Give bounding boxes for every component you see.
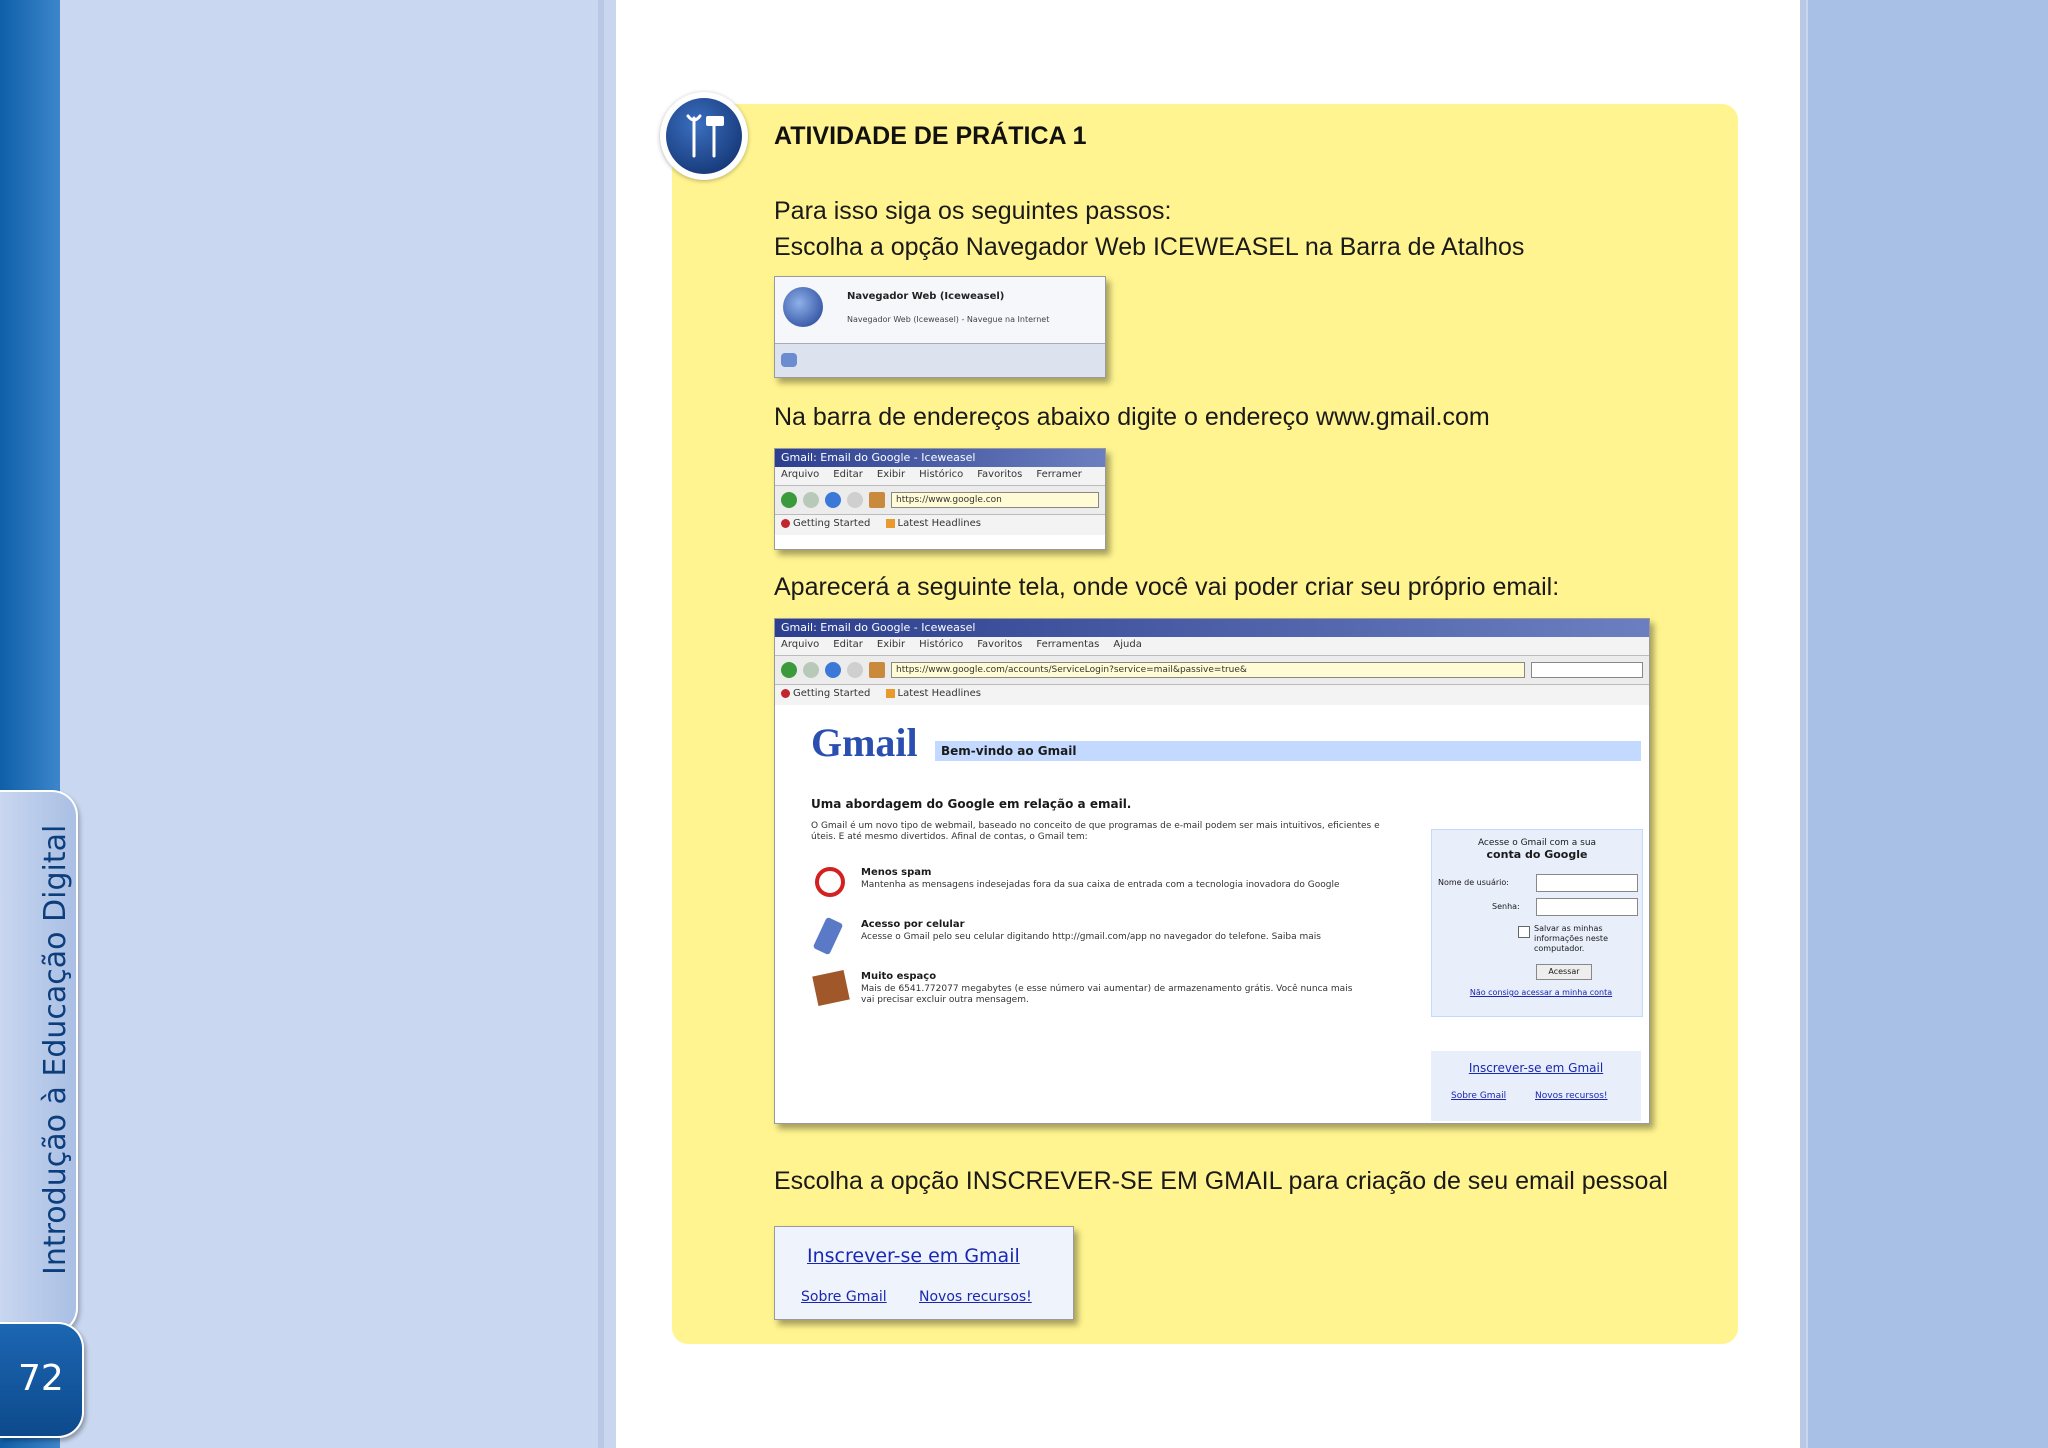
login-submit-button[interactable]: Acessar bbox=[1536, 964, 1592, 980]
gmail-menu-ferramentas: Ferramentas bbox=[1036, 639, 1100, 650]
step-4-text: Escolha a opção INSCREVER-SE EM GMAIL para criação de seu email pessoal bbox=[774, 1167, 1668, 1195]
bookmarks-bar bbox=[775, 515, 1105, 535]
gmail-back-icon bbox=[781, 662, 797, 678]
gmail-window-title: Gmail: Email do Google - Iceweasel bbox=[775, 619, 1649, 637]
signup-link-small[interactable]: Inscrever-se em Gmail bbox=[1468, 1061, 1604, 1075]
nav-bar bbox=[775, 486, 1105, 515]
login-head: Acesse o Gmail com a sua bbox=[1477, 838, 1597, 848]
about-gmail-link[interactable]: Sobre Gmail bbox=[801, 1289, 887, 1305]
gmail-menu-favoritos: Favoritos bbox=[977, 639, 1023, 650]
gmail-heading: Uma abordagem do Google em relação a email. bbox=[811, 797, 1132, 811]
menu-historico: Histórico bbox=[919, 469, 964, 480]
step-3-text: Aparecerá a seguinte tela, onde você vai poder criar seu próprio email: bbox=[774, 573, 1560, 601]
storage-box-icon bbox=[812, 970, 850, 1006]
step-intro: Para isso siga os seguintes passos: bbox=[774, 197, 1172, 225]
password-input[interactable] bbox=[1536, 898, 1638, 916]
about-gmail-link-small[interactable]: Sobre Gmail bbox=[1451, 1091, 1507, 1101]
launcher-screenshot bbox=[774, 276, 1106, 378]
login-box bbox=[1431, 829, 1643, 1017]
feature-2-title: Acesso por celular bbox=[861, 919, 965, 930]
gmail-menu-ajuda: Ajuda bbox=[1113, 639, 1142, 650]
gmail-bookmark-latest-headlines: Latest Headlines bbox=[897, 688, 982, 699]
gmail-reload-icon bbox=[825, 662, 841, 678]
gmail-forward-icon bbox=[803, 662, 819, 678]
remember-checkbox[interactable] bbox=[1518, 926, 1530, 938]
gmail-url-field: https://www.google.com/accounts/ServiceLogin?service=mail&passive=true& bbox=[891, 662, 1525, 678]
launcher-title: Navegador Web (Iceweasel) bbox=[847, 291, 1005, 302]
signup-screenshot bbox=[774, 1226, 1074, 1320]
url-field: https://www.google.con bbox=[891, 492, 1099, 508]
bookmark-getting-started: Getting Started bbox=[793, 518, 871, 529]
menu-arquivo: Arquivo bbox=[781, 469, 820, 480]
getting-started-icon bbox=[781, 519, 790, 528]
reload-icon bbox=[825, 492, 841, 508]
page-border-left bbox=[598, 0, 604, 1448]
rss-icon bbox=[886, 519, 895, 528]
gmail-screenshot bbox=[774, 618, 1650, 1124]
welcome-banner: Bem-vindo ao Gmail bbox=[935, 741, 1641, 761]
feature-3-text: Mais de 6541.772077 megabytes (e esse número vai aumentar) de armazenamento grátis. Você nunca mais vai precisar excluir outra mensagem. bbox=[861, 984, 1353, 1005]
gmail-getting-started-icon bbox=[781, 689, 790, 698]
signup-link[interactable]: Inscrever-se em Gmail bbox=[807, 1245, 1020, 1267]
step-2-text: Na barra de endereços abaixo digite o endereço www.gmail.com bbox=[774, 403, 1490, 431]
gmail-bookmark-getting-started: Getting Started bbox=[793, 688, 871, 699]
activity-title: ATIVIDADE DE PRÁTICA 1 bbox=[774, 122, 1087, 150]
gmail-menu-editar: Editar bbox=[833, 639, 863, 650]
menu-ferramentas: Ferramer bbox=[1036, 469, 1082, 480]
tools-badge bbox=[660, 92, 748, 180]
bookmark-latest-headlines: Latest Headlines bbox=[897, 518, 982, 529]
window-title: Gmail: Email do Google - Iceweasel bbox=[775, 449, 1105, 467]
no-spam-icon bbox=[815, 867, 845, 897]
menu-bar bbox=[775, 467, 1105, 486]
left-background bbox=[60, 0, 598, 1448]
cant-access-link[interactable]: Não consigo acessar a minha conta bbox=[1469, 988, 1613, 997]
menu-editar: Editar bbox=[833, 469, 863, 480]
gmail-stop-icon bbox=[847, 662, 863, 678]
gmail-nav-bar bbox=[775, 656, 1649, 685]
home-icon bbox=[869, 492, 885, 508]
password-label: Senha: bbox=[1492, 902, 1520, 911]
gmail-logo: Gmail bbox=[811, 720, 918, 765]
menu-exibir: Exibir bbox=[876, 469, 906, 480]
feature-1-text: Mantenha as mensagens indesejadas fora da sua caixa de entrada com a tecnologia inovadora do Google bbox=[861, 880, 1340, 890]
page-border-right bbox=[1800, 0, 1806, 1448]
iceweasel-globe-icon bbox=[783, 287, 823, 327]
taskbar-icon bbox=[781, 353, 797, 367]
chapter-title: Introdução à Educação Digital bbox=[38, 824, 73, 1275]
search-box bbox=[1531, 662, 1643, 678]
feature-3-title: Muito espaço bbox=[861, 971, 937, 982]
new-features-link-small[interactable]: Novos recursos! bbox=[1535, 1091, 1608, 1101]
username-input[interactable] bbox=[1536, 874, 1638, 892]
remember-label: Salvar as minhas informações neste computador. bbox=[1534, 924, 1608, 953]
right-background bbox=[1808, 0, 2048, 1448]
stop-icon bbox=[847, 492, 863, 508]
launcher-subtitle: Navegador Web (Iceweasel) - Navegue na Internet bbox=[847, 315, 1050, 324]
browser-toolbar-screenshot bbox=[774, 448, 1106, 550]
gmail-rss-icon bbox=[886, 689, 895, 698]
back-icon bbox=[781, 492, 797, 508]
feature-1-title: Menos spam bbox=[861, 867, 932, 878]
phone-icon bbox=[813, 917, 844, 955]
menu-favoritos: Favoritos bbox=[977, 469, 1023, 480]
gmail-menu-historico: Histórico bbox=[919, 639, 964, 650]
gmail-intro: O Gmail é um novo tipo de webmail, baseado no conceito de que programas de e-mail podem ser mais intuitivos, eficientes e úteis. E até mesmo divertidos. Afinal de contas, o Gmail tem: bbox=[811, 821, 1380, 842]
gmail-menu-exibir: Exibir bbox=[876, 639, 906, 650]
gmail-bookmarks-bar bbox=[775, 685, 1649, 705]
step-1-text: Escolha a opção Navegador Web ICEWEASEL na Barra de Atalhos bbox=[774, 233, 1525, 261]
signup-box bbox=[1431, 1051, 1641, 1121]
gmail-home-icon bbox=[869, 662, 885, 678]
new-features-link[interactable]: Novos recursos! bbox=[919, 1289, 1032, 1305]
login-head-2: conta do Google bbox=[1486, 848, 1588, 861]
gmail-menu-bar bbox=[775, 637, 1649, 656]
page-number: 72 bbox=[18, 1358, 64, 1399]
forward-icon bbox=[803, 492, 819, 508]
feature-2-text: Acesse o Gmail pelo seu celular digitando http://gmail.com/app no navegador do telefone. Saiba mais bbox=[861, 932, 1321, 942]
tools-icon bbox=[666, 98, 742, 174]
gmail-menu-arquivo: Arquivo bbox=[781, 639, 820, 650]
username-label: Nome de usuário: bbox=[1438, 878, 1509, 887]
